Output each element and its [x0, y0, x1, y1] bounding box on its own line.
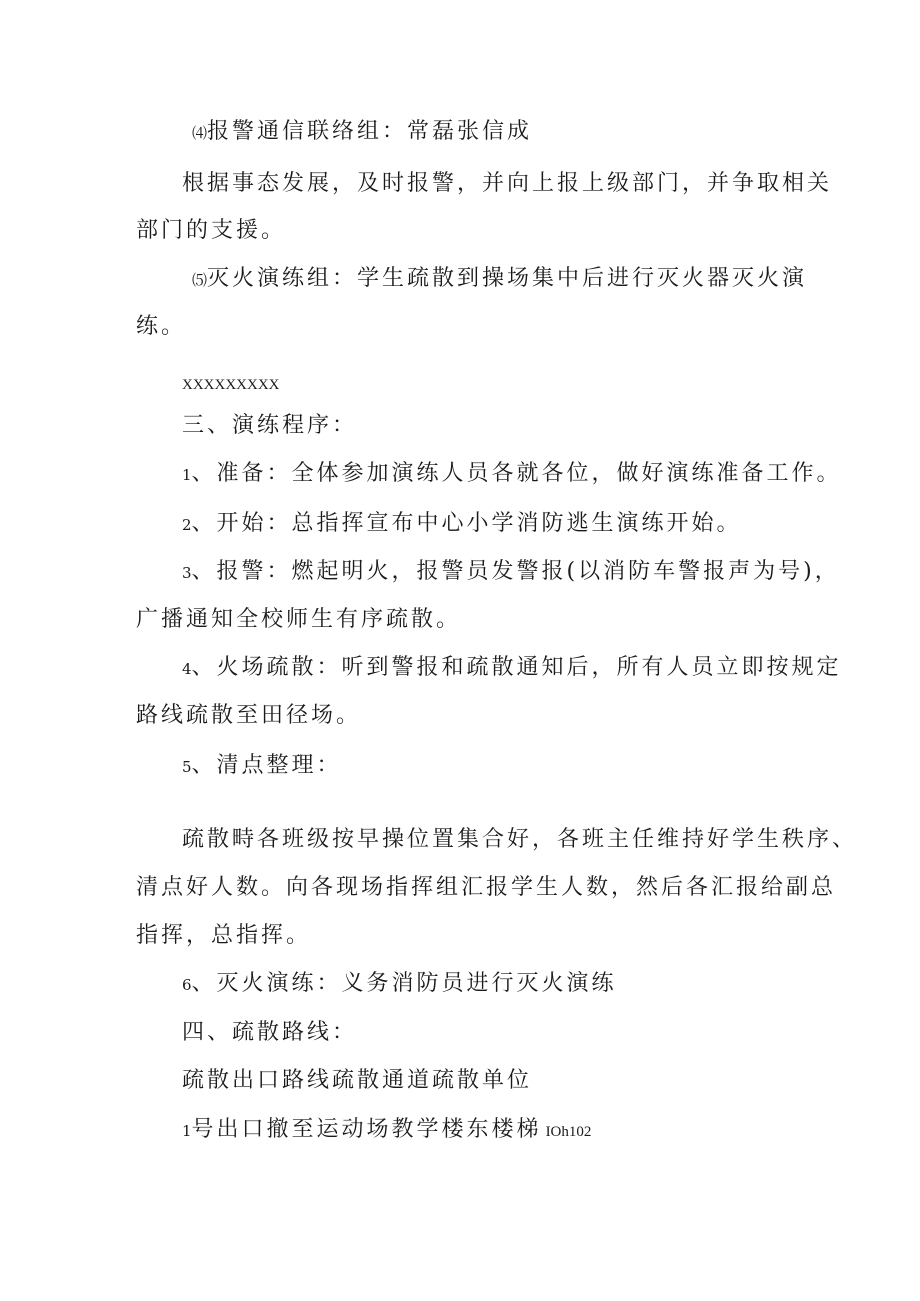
line-text: 号出口撤至运动场教学楼东楼梯 [191, 1117, 542, 1142]
text-line: 疏散出口路线疏散通道疏散单位 [182, 1068, 533, 1093]
text-line: 路线疏散至田径场。 [136, 703, 362, 728]
list-number: ⑸ [192, 271, 208, 289]
text-line [182, 969, 617, 1000]
line-text: 、开始：总指挥宣布中心小学消防逃生演练开始。 [191, 511, 742, 536]
line-text: 、准备：全体参加演练人员各就各位，做好演练准备工作。 [191, 461, 842, 486]
line-suffix: IOh102 [545, 1124, 592, 1140]
text-line: 部门的支援。 [136, 218, 287, 243]
text-line [182, 509, 742, 540]
list-number: 5 [182, 758, 192, 776]
text-line [182, 751, 342, 782]
text-line: 根据事态发展，及时报警，并向上报上级部门，并争取相关 [182, 171, 833, 196]
line-text: 报警通信联络组：常磊张信成 [207, 119, 533, 144]
line-text: 、清点整理： [191, 753, 342, 778]
line-text: 、火场疏散：听到警报和疏散通知后，所有人员立即按规定 [191, 655, 842, 680]
line-text: 、灭火演练：义务消防员进行灭火演练 [191, 971, 617, 996]
list-number: 6 [182, 976, 192, 994]
list-number: 3 [182, 564, 192, 582]
list-number: 1 [182, 1122, 192, 1140]
text-line: 清点好人数。向各现场指挥组汇报学生人数，然后各汇报给副总 [136, 875, 837, 900]
text-line: 疏散畤各班级按早操位置集合好，各班主任维持好学生秩序、 [182, 827, 858, 852]
line-text: 、报警：燃起明火，报警员发警报(以消防车警报声为号)， [191, 559, 840, 584]
line-text: 灭火演练组：学生疏散到操场集中后进行灭火器灭火演 [207, 266, 808, 291]
list-number: 2 [182, 516, 192, 534]
text-line [182, 459, 842, 490]
text-line [182, 653, 842, 684]
list-number: 4 [182, 660, 192, 678]
text-line: 练。 [136, 314, 187, 339]
section-heading: 四、疏散路线： [182, 1020, 358, 1045]
list-number: ⑷ [192, 124, 208, 142]
list-number: 1 [182, 466, 192, 484]
text-line: 指挥，总指挥。 [136, 923, 312, 948]
placeholder-text: XXXXXXXXX [182, 377, 280, 393]
text-line [192, 264, 807, 295]
section-heading: 三、演练程序： [182, 413, 358, 438]
text-line [182, 1115, 591, 1147]
text-line [182, 557, 840, 588]
text-line [192, 117, 532, 148]
text-line: 广播通知全校师生有序疏散。 [136, 607, 462, 632]
